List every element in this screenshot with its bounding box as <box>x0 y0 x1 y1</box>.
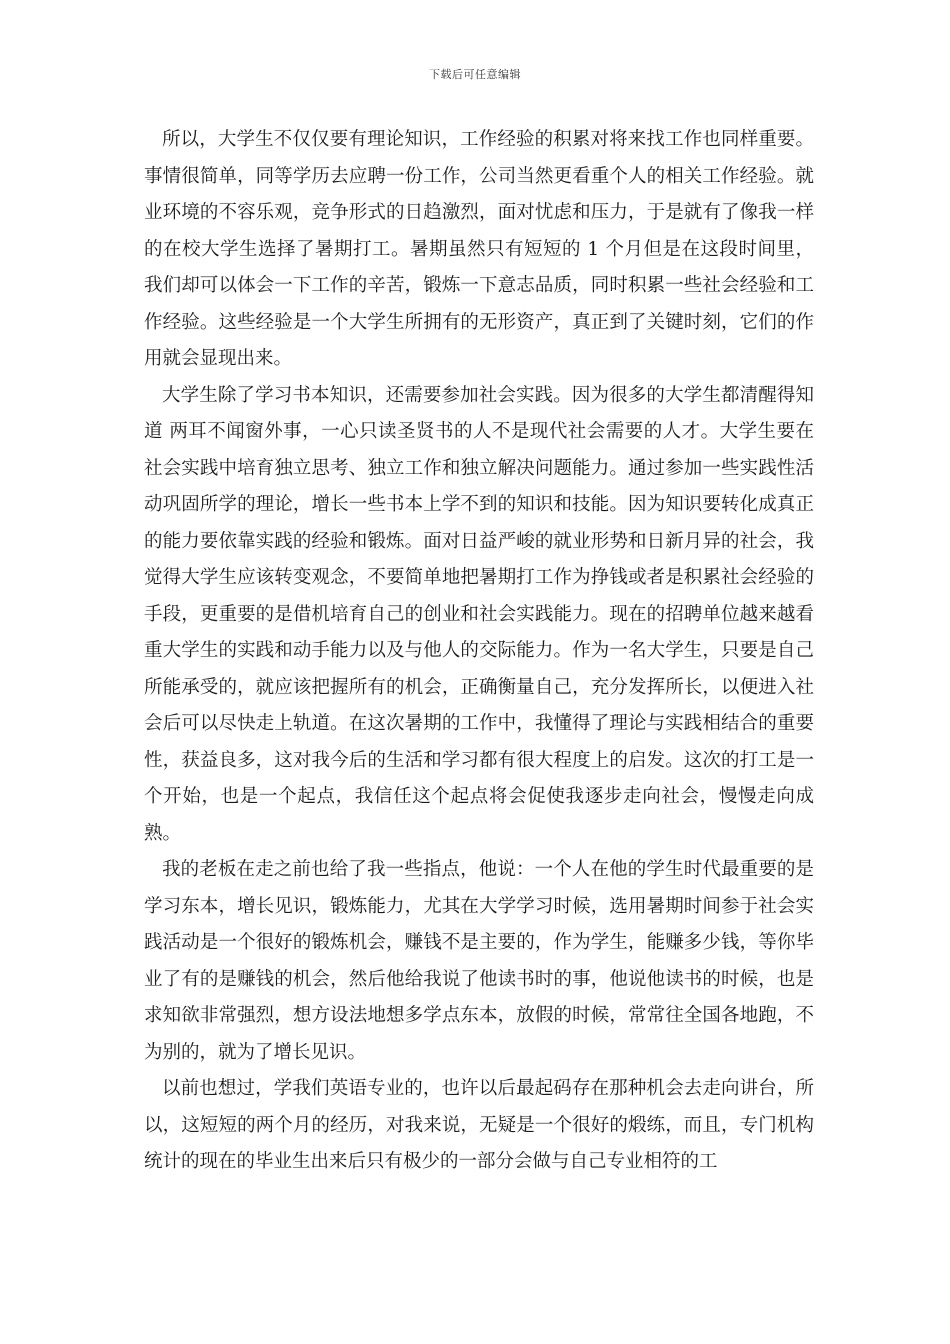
document-body <box>144 122 814 1181</box>
paragraph-1: 所以，大学生不仅仅要有理论知识，工作经验的积累对将来找工作也同样重要。事情很简单，同等学历去应聘一份工作，公司当然更看重个人的相关工作经验。就业环境的不容乐观，竞争形式的日趋激烈，面对忧虑和压力，于是就有了像我一样的在校大学生选择了暑期打工。暑期虽然只有短短的 1 个月但是在这段时间里，我们却可以体会一下工作的辛苦，锻炼一下意志品质，同时积累一些社会经验和工作经验。这些经验是一个大学生所拥有的无形资产，真正到了关键时刻，它们的作用就会显现出来。 <box>144 129 814 369</box>
paragraph-4: 以前也想过，学我们英语专业的，也许以后最起码存在那种机会去走向讲台，所以，这短短的两个月的经历，对我来说，无疑是一个很好的煅练，而且，专门机构统计的现在的毕业生出来后只有极少的一部分会做与自己专业相符的工 <box>144 1078 814 1172</box>
paragraph-2: 大学生除了学习书本知识，还需要参加社会实践。因为很多的大学生都清醒得知道 两耳不闻窗外事，一心只读圣贤书的人不是现代社会需要的人才。大学生要在社会实践中培育独立思考、独立工作和独立解决问题能力。通过参加一些实践性活动巩固所学的理论，增长一些书本上学不到的知识和技能。因为知识要转化成真正的能力要依靠实践的经验和锻炼。面对日益严峻的就业形势和日新月异的社会，我觉得大学生应该转变观念，不要简单地把暑期打工作为挣钱或者是积累社会经验的手段，更重要的是借机培育自己的创业和社会实践能力。现在的招聘单位越来越看重大学生的实践和动手能力以及与他人的交际能力。作为一名大学生，只要是自己所能承受的，就应该把握所有的机会，正确衡量自己，充分发挥所长，以便进入社会后可以尽快走上轨道。在这次暑期的工作中，我懂得了理论与实践相结合的重要性，获益良多，这对我今后的生活和学习都有很大程度上的启发。这次的打工是一个开始，也是一个起点，我信任这个起点将会促使我逐步走向社会，慢慢走向成熟。 <box>144 384 814 844</box>
paragraph-3: 我的老板在走之前也给了我一些指点，他说：一个人在他的学生时代最重要的是学习东本，增长见识，锻炼能力，尤其在大学学习时候，选用暑期时间参于社会实践活动是一个很好的锻炼机会，赚钱不是主要的，作为学生，能赚多少钱，等你毕业了有的是赚钱的机会，然后他给我说了他读书时的事，他说他读书的时候，也是求知欲非常强烈，想方设法地想多学点东本，放假的时候，常常往全国各地跑，不为别的，就为了增长见识。 <box>144 859 814 1063</box>
page-header: 下载后可任意编辑 <box>429 68 521 81</box>
